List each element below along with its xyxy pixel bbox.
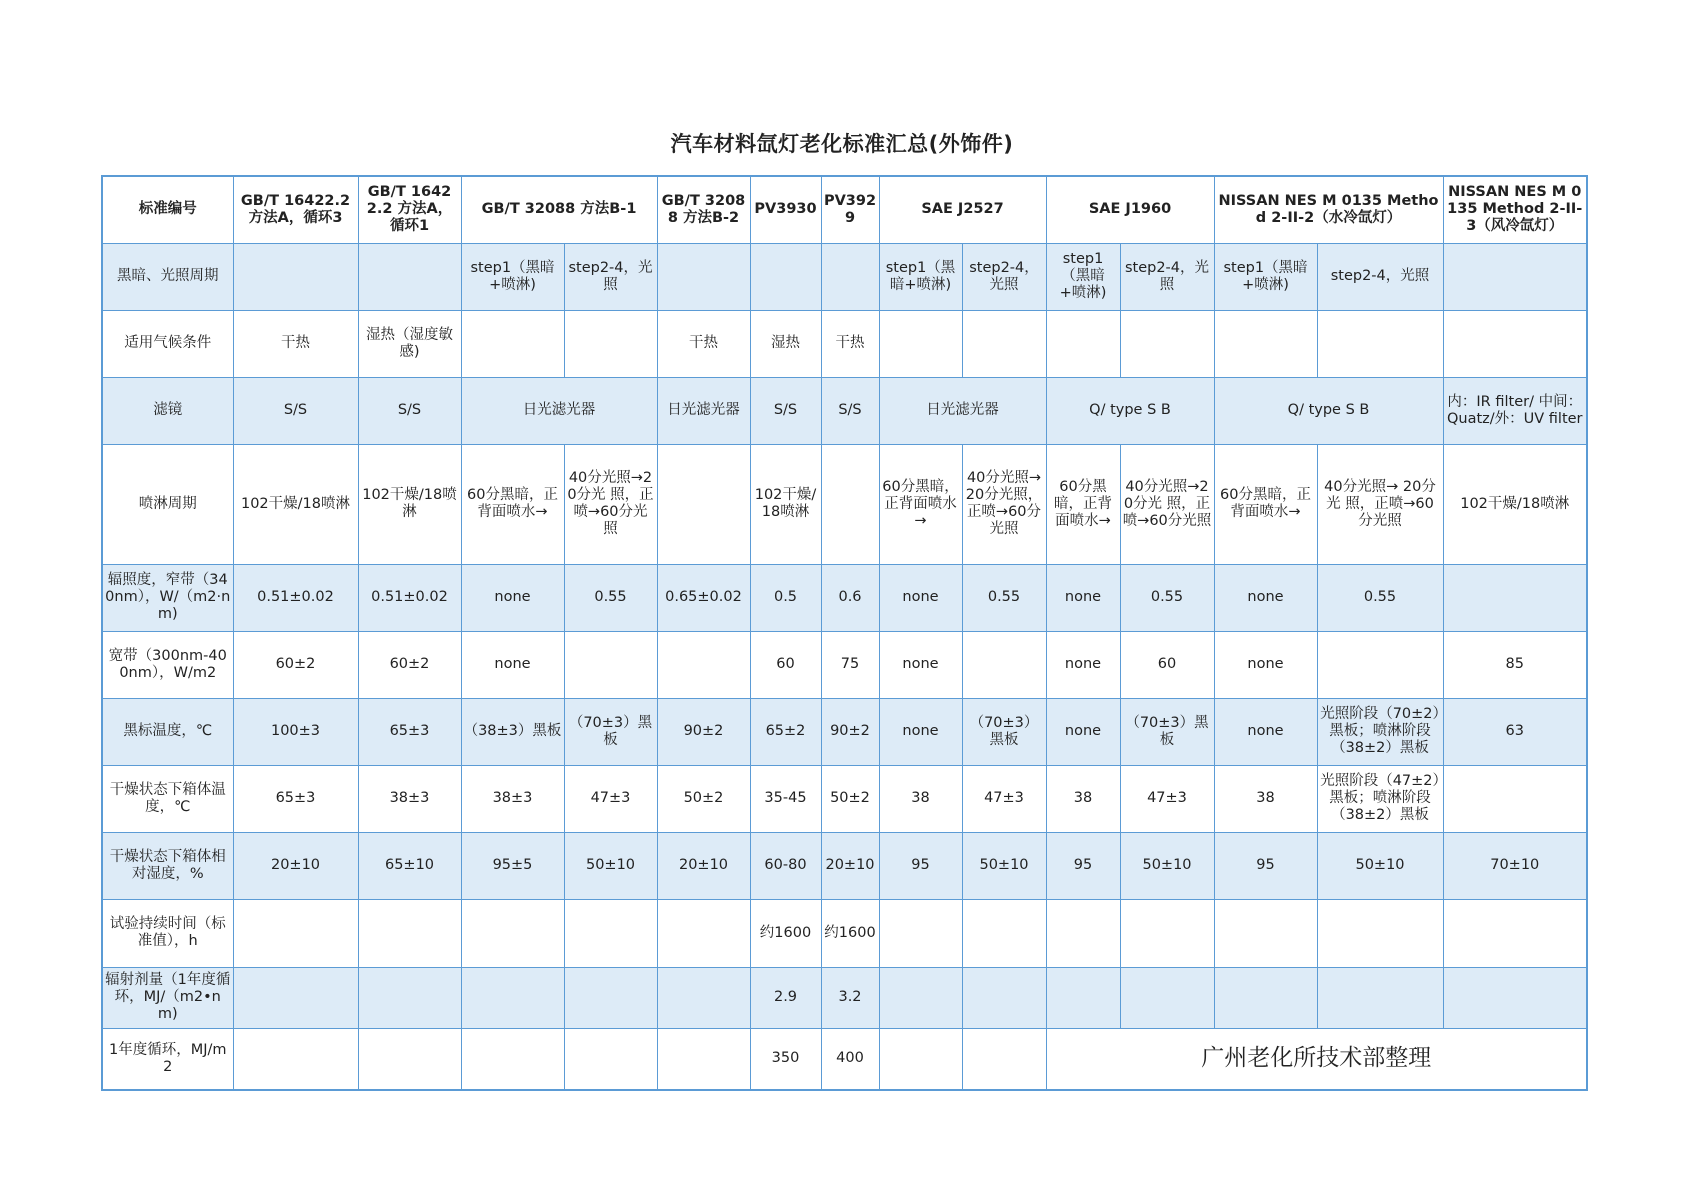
table-cell <box>1443 899 1587 967</box>
table-cell: step1（黑暗+喷淋) <box>1046 243 1120 310</box>
table-cell: 38±3 <box>461 765 564 832</box>
table-cell <box>657 1028 750 1090</box>
table-cell: 40分光照→20分光照，正喷→60分光照 <box>962 444 1046 564</box>
table-cell: 日光滤光器 <box>461 377 657 444</box>
table-cell: 光照阶段（70±2）黑板；喷淋阶段（38±2）黑板 <box>1317 698 1443 765</box>
table-cell: 400 <box>821 1028 879 1090</box>
table-cell: none <box>461 631 564 698</box>
table-cell <box>657 444 750 564</box>
header-cell: GB/T 32088 方法B-2 <box>657 176 750 243</box>
table-cell: 38 <box>1046 765 1120 832</box>
table-cell <box>1046 899 1120 967</box>
table-cell <box>1443 564 1587 631</box>
table-cell: 102干燥/18喷淋 <box>1443 444 1587 564</box>
table-cell <box>657 967 750 1028</box>
row-label: 辐照度，窄带（340nm），W/（m2·nm) <box>102 564 233 631</box>
table-cell <box>1214 967 1317 1028</box>
table-cell: 20±10 <box>657 832 750 899</box>
table-cell: 日光滤光器 <box>657 377 750 444</box>
table-cell: 20±10 <box>233 832 358 899</box>
table-cell: Q/ type S B <box>1046 377 1214 444</box>
header-cell: SAE J1960 <box>1046 176 1214 243</box>
table-cell <box>1214 310 1317 377</box>
table-cell: 湿热 <box>750 310 821 377</box>
table-cell: 约1600 <box>821 899 879 967</box>
table-cell <box>657 243 750 310</box>
table-cell: 50±2 <box>657 765 750 832</box>
table-cell: step2-4，光照 <box>1317 243 1443 310</box>
row-label: 喷淋周期 <box>102 444 233 564</box>
table-row <box>102 1028 1587 1090</box>
table-cell: 47±3 <box>564 765 657 832</box>
table-row <box>102 310 1587 377</box>
table-cell: 0.65±0.02 <box>657 564 750 631</box>
row-label: 滤镜 <box>102 377 233 444</box>
table-cell <box>962 310 1046 377</box>
table-cell: step2-4，光照 <box>962 243 1046 310</box>
table-cell: 102干燥/18喷淋 <box>750 444 821 564</box>
table-cell: 75 <box>821 631 879 698</box>
table-cell: none <box>1214 631 1317 698</box>
row-label: 试验持续时间（标准值），h <box>102 899 233 967</box>
table-cell: 60 <box>750 631 821 698</box>
table-cell <box>1317 310 1443 377</box>
table-cell <box>879 899 962 967</box>
table-cell <box>1317 631 1443 698</box>
table-cell <box>564 631 657 698</box>
row-label: 干燥状态下箱体温度，℃ <box>102 765 233 832</box>
table-cell: 95 <box>1046 832 1120 899</box>
table-cell <box>233 1028 358 1090</box>
table-cell <box>962 631 1046 698</box>
table-cell: 60分黑暗，正背面喷水→ <box>1046 444 1120 564</box>
table-cell: 0.55 <box>1120 564 1214 631</box>
table-cell: 47±3 <box>1120 765 1214 832</box>
table-cell: 0.5 <box>750 564 821 631</box>
table-cell <box>1120 899 1214 967</box>
table-row <box>102 631 1587 698</box>
table-cell: 50±10 <box>1120 832 1214 899</box>
table-cell: none <box>1214 698 1317 765</box>
row-label: 适用气候条件 <box>102 310 233 377</box>
table-cell: step1（黑暗+喷淋) <box>461 243 564 310</box>
table-cell: 350 <box>750 1028 821 1090</box>
table-cell <box>358 967 461 1028</box>
table-cell <box>564 310 657 377</box>
header-cell: GB/T 16422.2 方法A，循环3 <box>233 176 358 243</box>
table-cell: 95 <box>1214 832 1317 899</box>
table-cell: 干热 <box>821 310 879 377</box>
table-cell: none <box>1046 564 1120 631</box>
table-cell: 65±2 <box>750 698 821 765</box>
table-cell: 60-80 <box>750 832 821 899</box>
row-label: 干燥状态下箱体相对湿度，% <box>102 832 233 899</box>
table-cell: 60分黑暗，正背面喷水→ <box>879 444 962 564</box>
table-cell: 65±3 <box>233 765 358 832</box>
table-cell: step1（黑暗+喷淋) <box>879 243 962 310</box>
table-cell <box>1214 899 1317 967</box>
table-cell <box>879 310 962 377</box>
header-cell: GB/T 32088 方法B-1 <box>461 176 657 243</box>
table-row <box>102 832 1587 899</box>
table-cell: 65±10 <box>358 832 461 899</box>
table-cell: 50±2 <box>821 765 879 832</box>
table-cell <box>750 243 821 310</box>
table-cell: 60±2 <box>233 631 358 698</box>
header-cell: PV3930 <box>750 176 821 243</box>
table-cell: 47±3 <box>962 765 1046 832</box>
table-cell: 干热 <box>233 310 358 377</box>
table-row <box>102 967 1587 1028</box>
table-cell <box>1317 967 1443 1028</box>
table-cell: 50±10 <box>1317 832 1443 899</box>
table-cell <box>461 1028 564 1090</box>
table-cell: S/S <box>750 377 821 444</box>
table-cell: 20±10 <box>821 832 879 899</box>
header-cell: 标准编号 <box>102 176 233 243</box>
table-cell: 102干燥/18喷淋 <box>358 444 461 564</box>
table-cell: 60分黑暗，正背面喷水→ <box>461 444 564 564</box>
table-cell: 95±5 <box>461 832 564 899</box>
table-cell <box>962 1028 1046 1090</box>
table-cell: 38 <box>879 765 962 832</box>
table-cell: none <box>461 564 564 631</box>
table-cell <box>1046 310 1120 377</box>
table-cell: 70±10 <box>1443 832 1587 899</box>
table-cell <box>1443 310 1587 377</box>
standards-table <box>101 175 1588 1091</box>
header-cell: PV3929 <box>821 176 879 243</box>
table-cell: 65±3 <box>358 698 461 765</box>
page-title: 汽车材料氙灯老化标准汇总(外饰件) <box>670 132 1014 156</box>
table-cell: 90±2 <box>657 698 750 765</box>
table-cell: 90±2 <box>821 698 879 765</box>
table-cell: 湿热（湿度敏感) <box>358 310 461 377</box>
table-row <box>102 176 1587 243</box>
table-row <box>102 899 1587 967</box>
table-cell: 40分光照→ 20分光 照，正喷→60分光照 <box>1317 444 1443 564</box>
table-cell: S/S <box>358 377 461 444</box>
header-cell: NISSAN NES M 0135 Method 2-II-2（水冷氙灯） <box>1214 176 1443 243</box>
table-row <box>102 698 1587 765</box>
table-cell <box>821 444 879 564</box>
row-label: 黑暗、光照周期 <box>102 243 233 310</box>
table-cell: 95 <box>879 832 962 899</box>
table-cell: none <box>1046 631 1120 698</box>
table-cell <box>461 899 564 967</box>
table-cell: 3.2 <box>821 967 879 1028</box>
table-cell: Q/ type S B <box>1214 377 1443 444</box>
table-cell <box>1443 765 1587 832</box>
table-row <box>102 564 1587 631</box>
table-cell <box>657 899 750 967</box>
table-cell: step2-4，光照 <box>1120 243 1214 310</box>
table-cell: 内：IR filter/ 中间：Quatz/外：UV filter <box>1443 377 1587 444</box>
table-cell: 50±10 <box>962 832 1046 899</box>
table-cell: 光照阶段（47±2）黑板；喷淋阶段（38±2）黑板 <box>1317 765 1443 832</box>
table-cell <box>233 243 358 310</box>
table-cell: 2.9 <box>750 967 821 1028</box>
table-row <box>102 377 1587 444</box>
table-cell <box>1046 967 1120 1028</box>
table-cell <box>358 243 461 310</box>
table-cell <box>962 899 1046 967</box>
table-cell: 50±10 <box>564 832 657 899</box>
row-label: 辐射剂量（1年度循环，MJ/（m2•nm) <box>102 967 233 1028</box>
table-cell: 60分黑暗，正背面喷水→ <box>1214 444 1317 564</box>
header-cell: NISSAN NES M 0135 Method 2-II-3（风冷氙灯） <box>1443 176 1587 243</box>
table-cell: S/S <box>233 377 358 444</box>
table-cell: 0.55 <box>1317 564 1443 631</box>
table-cell: none <box>879 698 962 765</box>
table-cell <box>564 1028 657 1090</box>
table-cell: 日光滤光器 <box>879 377 1046 444</box>
table-cell: 35-45 <box>750 765 821 832</box>
table-cell <box>821 243 879 310</box>
table-cell <box>233 967 358 1028</box>
table-cell: 0.6 <box>821 564 879 631</box>
table-cell: 63 <box>1443 698 1587 765</box>
table-cell <box>657 631 750 698</box>
table-cell: 40分光照→20分光 照，正喷→60分光照 <box>564 444 657 564</box>
table-cell <box>358 899 461 967</box>
table-cell: 0.51±0.02 <box>233 564 358 631</box>
table-cell <box>564 967 657 1028</box>
table-cell: none <box>879 631 962 698</box>
table-cell: 干热 <box>657 310 750 377</box>
table-cell: （70±3）黑板 <box>962 698 1046 765</box>
table-cell <box>461 310 564 377</box>
table-cell: 约1600 <box>750 899 821 967</box>
table-cell: step1（黑暗+喷淋) <box>1214 243 1317 310</box>
table-row <box>102 444 1587 564</box>
table-cell <box>879 1028 962 1090</box>
table-cell <box>1317 899 1443 967</box>
table-cell <box>1443 967 1587 1028</box>
table-cell: 60±2 <box>358 631 461 698</box>
table-cell: 0.55 <box>564 564 657 631</box>
table-cell: 0.55 <box>962 564 1046 631</box>
table-row <box>102 243 1587 310</box>
table-cell: none <box>879 564 962 631</box>
table-row <box>102 765 1587 832</box>
table-cell <box>1120 310 1214 377</box>
table-cell <box>461 967 564 1028</box>
header-cell: GB/T 16422.2 方法A，循环1 <box>358 176 461 243</box>
table-cell <box>962 967 1046 1028</box>
table-cell: 38±3 <box>358 765 461 832</box>
table-cell: 0.51±0.02 <box>358 564 461 631</box>
header-cell: SAE J2527 <box>879 176 1046 243</box>
table-cell: （70±3）黑板 <box>1120 698 1214 765</box>
table-cell <box>1120 967 1214 1028</box>
row-label: 黑标温度，℃ <box>102 698 233 765</box>
table-cell: 38 <box>1214 765 1317 832</box>
table-cell <box>879 967 962 1028</box>
table-cell <box>1443 243 1587 310</box>
table-cell <box>233 899 358 967</box>
table-cell <box>358 1028 461 1090</box>
footer-note: 广州老化所技术部整理 <box>1046 1028 1587 1090</box>
table-cell: step2-4，光照 <box>564 243 657 310</box>
table-cell: none <box>1046 698 1120 765</box>
table-cell <box>564 899 657 967</box>
table-cell: （38±3）黑板 <box>461 698 564 765</box>
table-cell: 85 <box>1443 631 1587 698</box>
row-label: 1年度循环，MJ/m2 <box>102 1028 233 1090</box>
table-cell: 100±3 <box>233 698 358 765</box>
table-cell: none <box>1214 564 1317 631</box>
table-cell: 40分光照→20分光 照，正喷→60分光照 <box>1120 444 1214 564</box>
row-label: 宽带（300nm-400nm），W/m2 <box>102 631 233 698</box>
table-cell: 102干燥/18喷淋 <box>233 444 358 564</box>
table-cell: （70±3）黑板 <box>564 698 657 765</box>
table-cell: S/S <box>821 377 879 444</box>
table-cell: 60 <box>1120 631 1214 698</box>
